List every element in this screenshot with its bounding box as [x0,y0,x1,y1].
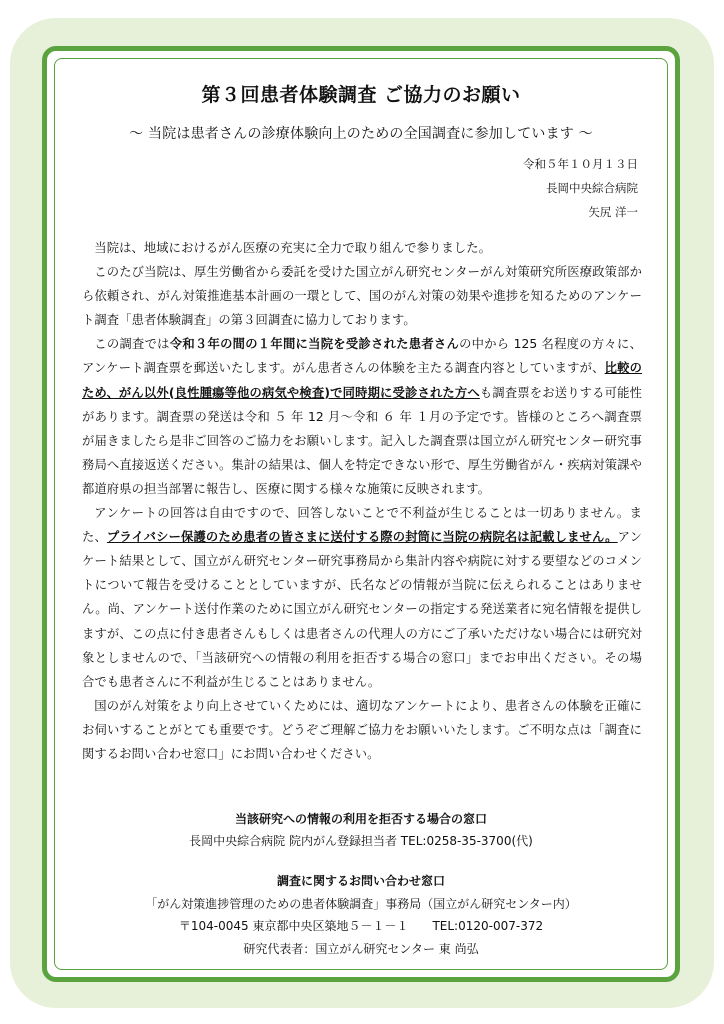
refusal-contact [54,808,668,852]
inquiry-contact [54,870,668,960]
p3-bold-target: 令和３年の間の１年間に当院を受診された患者さん [169,337,460,352]
body-text [82,236,642,766]
inquiry-line-2: 〒104-0045 東京都中央区築地５－１－１ TEL:0120-007-372 [178,919,544,933]
page-title: 第３回患者体験調査 ご協力のお願い [201,84,521,106]
paragraph-request: このたび当院は、厚生労働省から委託を受けた国立がん研究センターがん対策研究所医療政策部から依頼され、がん対策推進基本計画の一環として、国のがん対策の効果や進捗を知るためのアンケート調査「患者体験調査」の第３回調査に協力しております。 [82,265,642,328]
p4-text-2: アンケート結果として、国立がん研究センター研究事務局から集計内容や病院に対する要望などのコメントについて報告を受けることとしていますが、氏名などの情報が当院に伝えられることはありません。尚、アンケート送付作業のために国立がん研究センターの指定する発送業者に宛名情報を提供しますが、この点に付き患者さんもしくは患者さんの代理人の方にご了承いただけない場合には研究対象としませんので、「当該研究への情報の利用を拒否する場合の窓口」までお申出ください。その場合でも患者さんに不利益が生じることはありません。 [82,530,642,689]
inquiry-line-3: 研究代表者：国立がん研究センター 東 尚弘 [243,941,479,956]
issuer-block [523,152,638,224]
p3-text-3: も調査票をお送りする可能性があります。調査票の発送は令和 ５ 年 12 月～令和 ６ 年 １月の予定です。皆様のところへ調査票が届きましたら是非ご回答のご協力をお願いします。記入した調査票は国立がん研究センター研究事務局へ直接返送ください。集計の結果は、個人を特定できない形で、厚生労働省がん・疾病対策課や都道府県の担当部署に報告し、医療に関する様々な施策に反映されます。 [82,385,642,496]
p3-text-2: の中から 125 名程度の方々に、アンケート調査票を郵送いたします。がん患者さんの体験を主たる調査内容としていますが、 [82,337,642,376]
issuer-hospital: 長岡中央綜合病院 [546,181,638,195]
paragraph-closing: 国のがん対策をより向上させていくためには、適切なアンケートにより、患者さんの体験を正確にお伺いすることがとても重要です。どうぞご理解ご協力をお願いいたします。ご不明な点は「調査に関するお問い合わせ窓口」にお問い合わせください。 [82,698,642,761]
p4-text-1: アンケートの回答は自由ですので、回答しないことで不利益が生じることは一切ありません。また、 [82,506,642,545]
paragraph-survey-details [82,332,642,501]
refusal-heading: 当該研究への情報の利用を拒否する場合の窓口 [234,812,487,826]
p4-underlined-privacy: プライバシー保護のため患者の皆さまに送付する際の封筒に当院の病院名は記載しません。 [106,530,618,545]
page-subtitle: ～ 当院は患者さんの診療体験向上のための全国調査に参加しています ～ [129,126,593,142]
p3-text-1: この調査では [94,337,170,352]
issue-date: 令和５年１０月１３日 [523,157,638,171]
inquiry-line-1: 「がん対策進捗管理のための患者体験調査」事務局（国立がん研究センター内） [145,896,577,911]
inquiry-heading: 調査に関するお問い合わせ窓口 [276,874,445,888]
paragraph-privacy [82,501,642,694]
issuer-name: 矢尻 洋一 [588,205,638,219]
p3-underlined-comparison: 比較のため、がん以外(良性腫瘍等他の病気や検査)で同時期に受診された方へ [82,361,642,400]
paragraph-intro: 当院は、地域におけるがん医療の充実に全力で取り組んで参りました。 [94,241,491,255]
refusal-line: 長岡中央綜合病院 院内がん登録担当者 TEL:0258-35-3700(代) [189,834,533,848]
